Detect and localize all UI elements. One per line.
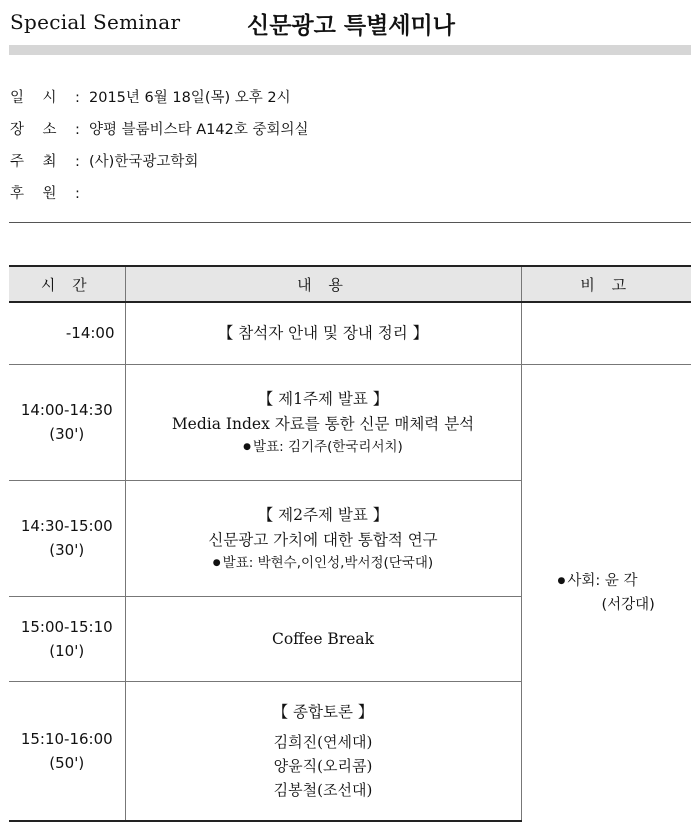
time-range: 15:00-15:10 — [20, 617, 113, 636]
duration: (10') — [49, 641, 85, 660]
header-note: 비 고 — [521, 266, 691, 302]
time-range: 15:10-16:00 — [20, 729, 113, 748]
info-colon: : — [75, 186, 80, 202]
moderator-line — [558, 569, 691, 593]
title-english: Special Seminar — [10, 10, 181, 34]
note-cell-empty — [521, 302, 691, 364]
info-value: 양평 블룸비스타 A142호 중회의실 — [89, 122, 309, 138]
time-cell — [9, 364, 125, 480]
panelist: 양윤직(오리콤) — [273, 756, 373, 775]
time-cell — [9, 302, 125, 364]
duration: (30') — [49, 541, 85, 559]
event-info — [10, 86, 690, 214]
presenter-text: 발표: 박현수,이인성,박서정(단국대) — [222, 555, 434, 571]
moderator-text: 사회: 윤 각 — [567, 572, 638, 589]
schedule-table — [9, 265, 691, 822]
time-range: -14:00 — [65, 324, 115, 343]
title-korean: 신문광고 특별세미나 — [247, 13, 455, 39]
presenter-line — [127, 553, 520, 573]
time-cell — [9, 480, 125, 596]
content-cell — [125, 480, 521, 596]
note-cell — [521, 364, 691, 821]
presenter-text: 발표: 김기주(한국리서치) — [253, 439, 403, 455]
info-venue — [10, 118, 690, 150]
info-host — [10, 150, 690, 182]
table-row — [9, 302, 691, 364]
bullet-icon: ● — [557, 575, 566, 586]
header-content: 내 용 — [125, 266, 521, 302]
panelist: 김봉철(조선대) — [273, 780, 373, 799]
time-cell — [9, 681, 125, 821]
presentation-title: 신문광고 가치에 대한 통합적 연구 — [208, 531, 438, 549]
content-cell — [125, 364, 521, 480]
info-value: (사)한국광고학회 — [89, 154, 199, 170]
table-row — [9, 364, 691, 480]
info-colon: : — [75, 122, 80, 138]
break-label: Coffee Break — [271, 629, 375, 648]
header-bar — [9, 45, 691, 55]
info-date — [10, 86, 690, 118]
info-label: 장 소 — [10, 122, 57, 138]
info-label: 일 시 — [10, 90, 57, 106]
content-cell — [125, 302, 521, 364]
info-sponsor — [10, 182, 690, 214]
time-range: 14:30-15:00 — [20, 517, 113, 535]
panelist: 김희진(연세대) — [273, 732, 373, 751]
info-colon: : — [75, 90, 80, 106]
bullet-icon: ● — [243, 442, 252, 452]
presenter-line — [127, 437, 520, 457]
page-header — [0, 0, 700, 60]
info-label: 주 최 — [10, 154, 57, 170]
header-time: 시 간 — [9, 266, 125, 302]
bullet-icon: ● — [212, 558, 221, 568]
info-label: 후 원 — [10, 186, 57, 202]
moderator-affiliation: (서강대) — [601, 596, 655, 613]
topic-label: 【 참석자 안내 및 장내 정리 】 — [217, 324, 429, 343]
time-range: 14:00-14:30 — [20, 401, 113, 419]
content-cell — [125, 681, 521, 821]
time-cell — [9, 596, 125, 681]
presentation-title: Media Index 자료를 통한 신문 매체력 분석 — [171, 415, 475, 433]
section-divider — [9, 222, 691, 223]
topic-label: 【 종합토론 】 — [272, 702, 374, 721]
topic-label: 【 제1주제 발표 】 — [257, 390, 389, 408]
content-cell — [125, 596, 521, 681]
duration: (30') — [49, 425, 85, 443]
info-colon: : — [75, 154, 80, 170]
topic-label: 【 제2주제 발표 】 — [257, 506, 389, 524]
table-header-row — [9, 266, 691, 302]
duration: (50') — [49, 753, 85, 772]
info-value: 2015년 6월 18일(목) 오후 2시 — [89, 90, 291, 106]
